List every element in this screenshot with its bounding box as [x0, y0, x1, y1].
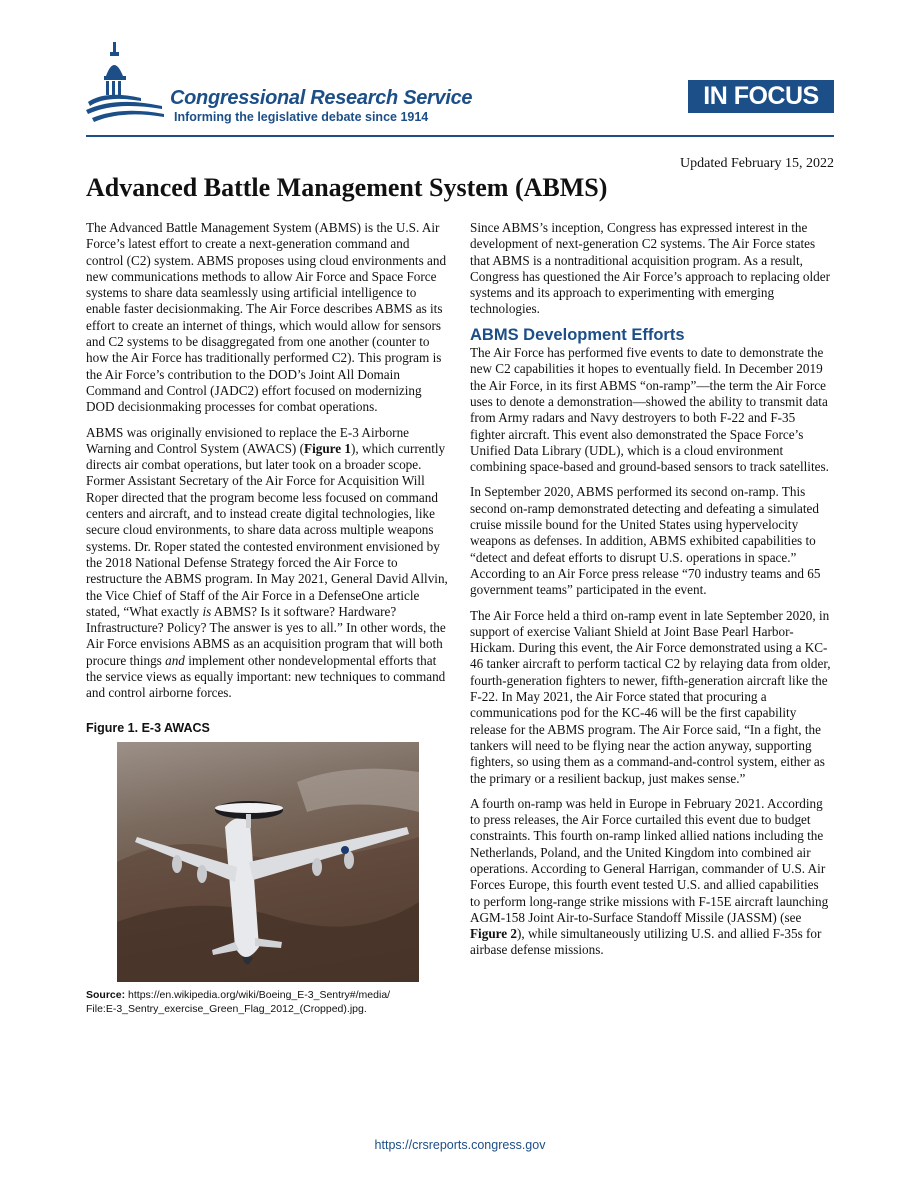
- third-onramp-paragraph: The Air Force held a third on-ramp event in late September 2020, in support of exercise Valiant Shield at Joint Base Pearl Harbor-Hickam. During this event, the Air Force demonstrated using a KC-46 tanker aircraft to perform tactical C2 by relaying data from older, fourth-generation fighters to newer, fifth-generation aircraft like the F-22. In May 2021, the Air Force stated that procuring a communications pod for the KC-46 will be the first capability release for the ABMS program. The Air Force said, “In a fight, the tankers will need to be flying near the action anyway, supporting fighters, so using them as a command-and-control system, either as the primary or a resilient backup, just makes sense.”: [470, 607, 831, 786]
- figure-1-reference: Figure 1: [304, 440, 352, 456]
- history-paragraph: ABMS was originally envisioned to replace the E-3 Airborne Warning and Control System (AWACS) (Figure 1), which currently directs air combat operations, but later took on a broader scope. Former Assistant Secretary of the Air Force for Acquisition Will Roper directed that the program become less focused on command centers and aircraft, and to instead create digital technologies, like secure cloud environments, to share data across multiple weapons systems. Dr. Roper stated the contested environment envisioned by the 2018 National Defense Strategy forced the Air Force to restructure the ABMS program. In May 2021, General David Allvin, the Vice Chief of Staff of the Air Force in a DefenseOne article stated, “What exactly is ABMS? Is it software? Hardware? Infrastructure? Policy? The answer is yes to all.” In other words, the Air Force envisions ABMS as an acquisition program that will both procure things and implement other nondevelopmental efforts that the service views as equally important: new techniques to command and control airborne forces.: [86, 424, 448, 701]
- source-url-line-2[interactable]: File:E-3_Sentry_exercise_Green_Flag_2012_(Cropped).jpg.: [86, 1002, 367, 1015]
- figure-source: [86, 988, 448, 1016]
- left-column: [86, 220, 448, 1016]
- brand-tagline: Informing the legislative debate since 1914: [174, 110, 429, 124]
- congress-interest-paragraph: Since ABMS’s inception, Congress has expressed interest in the development of next-generation C2 systems. The Air Force states that ABMS is a nontraditional acquisition program. As a result, Congress has questioned the Air Force’s approach to replacing older systems and its approach to experimenting with emerging technologies.: [470, 220, 830, 317]
- first-onramp-paragraph: The Air Force has performed five events to date to demonstrate the new C2 capabilities it hopes to eventually field. In December 2019 the Air Force, in its first ABMS “on-ramp”—the term the Air Force uses to denote a demonstration—showed the ability to transmit data from Army radars and Navy destroyers to both F-22 and F-35 fighter aircraft. This event also demonstrated the Space Force’s Unified Data Library (UDL), which is a cloud environment combining space-based and ground-based sensors to track satellites.: [470, 345, 829, 475]
- fourth-onramp-paragraph: A fourth on-ramp was held in Europe in February 2021. According to press releases, the Air Force curtailed this event due to budget constraints. This fourth on-ramp linked allied nations including the Netherlands, Poland, and the United Kingdom into combined air operations. According to General Harrigan, commander of U.S. Air Forces Europe, this fourth event tested U.S. and allied capabilities to perform long-range strike missions with F-15E aircraft launching AGM-158 Joint Air-to-Surface Standoff Missile (JASSM) (see Figure 2), while simultaneously utilizing U.S. and allied F-35s for airbase defense missions.: [470, 795, 829, 958]
- updated-date: Updated February 15, 2022: [680, 156, 834, 171]
- footer-link[interactable]: https://crsreports.congress.gov: [374, 1138, 546, 1152]
- in-focus-badge: IN FOCUS: [688, 80, 834, 113]
- second-onramp-paragraph: In September 2020, ABMS performed its second on-ramp. This second on-ramp demonstrated detecting and defeating a simulated cruise missile bound for the United States using hypervelocity weapons as defenses. In addition, ABMS exhibited capabilities to “detect and defeat efforts to disrupt U.S. operations in space.” According to an Air Force press release “70 industry teams and 65 government teams” participated in the event.: [470, 484, 821, 598]
- figure-2-reference: Figure 2: [470, 926, 518, 942]
- aircraft-illustration: [117, 742, 419, 982]
- source-label: Source:: [86, 988, 126, 1001]
- page-title: Advanced Battle Management System (ABMS): [86, 173, 608, 202]
- header: [86, 40, 834, 136]
- right-column: [470, 220, 832, 968]
- source-url-line-1[interactable]: https://en.wikipedia.org/wiki/Boeing_E-3_Sentry#/media/: [128, 988, 391, 1001]
- intro-paragraph: The Advanced Battle Management System (ABMS) is the U.S. Air Force’s latest effort to create a next-generation command and control (C2) system. ABMS proposes using cloud environments and new communications methods to allow Air Force and Space Force systems to share data seamlessly using artificial intelligence to enable faster decisionmaking. The Air Force describes ABMS as its effort to create an internet of things, which would allow for sensors and C2 systems to be disaggregated from one another (counter to how the Air Force has traditionally performed C2). This program is the Air Force’s contribution to the DOD’s Joint All Domain Command and Control (JADC2) effort focused on modernizing DOD decisionmaking processes for combat operations.: [86, 220, 447, 415]
- brand-name: Congressional Research Service: [170, 87, 473, 109]
- figure-caption: Figure 1. E-3 AWACS: [86, 720, 210, 735]
- section-heading: ABMS Development Efforts: [470, 325, 685, 344]
- capitol-dome-logo: [86, 40, 166, 130]
- e3-awacs-photo: [117, 742, 419, 982]
- header-divider: [86, 135, 834, 137]
